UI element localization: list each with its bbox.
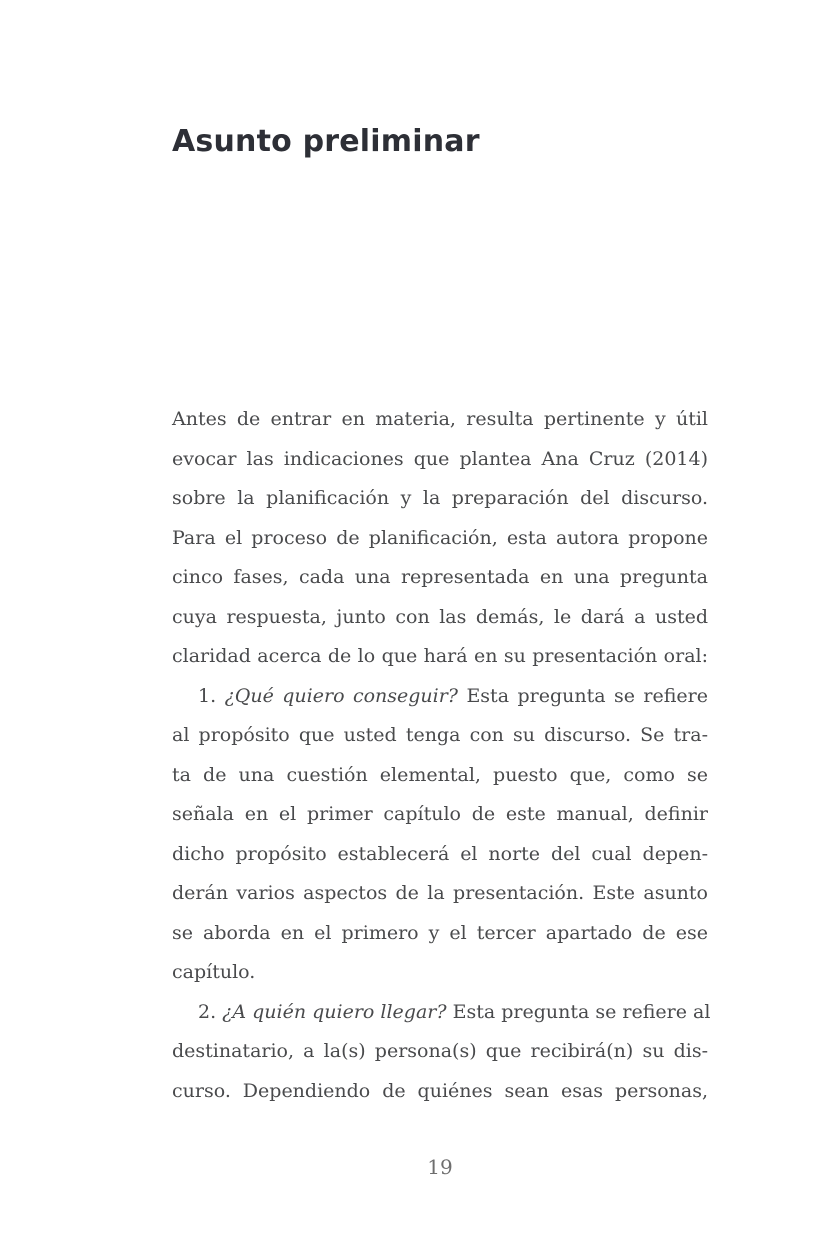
text-segment: destinatario, a la(s) persona(s) que recibirá(n) su dis- bbox=[172, 1040, 708, 1062]
text-segment: ta de una cuestión elemental, puesto que, como se bbox=[172, 763, 708, 786]
text-segment: 1. bbox=[198, 684, 225, 707]
body-line bbox=[172, 953, 708, 993]
body-line bbox=[172, 677, 708, 717]
body-line bbox=[172, 874, 708, 914]
body-text bbox=[172, 400, 711, 1111]
body-line bbox=[172, 400, 708, 440]
text-segment: Esta pregunta se refiere al bbox=[446, 1000, 711, 1023]
body-line bbox=[172, 716, 708, 756]
body-line bbox=[172, 440, 708, 480]
text-segment: se aborda en el primero y el tercer apartado de ese bbox=[172, 921, 708, 944]
italic-question-phrase: ¿A quién quiero llegar? bbox=[222, 1000, 447, 1023]
text-segment: 2. bbox=[198, 1000, 223, 1023]
text-segment: curso. Dependiendo de quiénes sean esas personas, bbox=[172, 1079, 708, 1102]
text-segment: Para el proceso de planificación, esta autora propone bbox=[172, 526, 708, 549]
body-line bbox=[172, 637, 708, 677]
body-line bbox=[172, 558, 708, 598]
body-line bbox=[172, 756, 708, 796]
text-segment: derán varios aspectos de la presentación. Este asunto bbox=[172, 882, 708, 904]
text-segment: dicho propósito establecerá el norte del cual depen- bbox=[172, 842, 708, 865]
italic-question-phrase: ¿Qué quiero conseguir? bbox=[224, 684, 458, 707]
text-segment: al propósito que usted tenga con su discurso. Se tra- bbox=[172, 724, 708, 746]
body-line bbox=[172, 914, 708, 954]
chapter-title: Asunto preliminar bbox=[172, 124, 480, 159]
text-segment: sobre la planificación y la preparación del discurso. bbox=[172, 487, 708, 509]
body-line bbox=[172, 1072, 708, 1112]
text-segment: claridad acerca de lo que hará en su presentación oral: bbox=[172, 645, 708, 667]
body-line bbox=[172, 1032, 708, 1072]
body-line bbox=[172, 479, 708, 519]
body-line bbox=[172, 993, 711, 1033]
body-line bbox=[172, 598, 708, 638]
text-segment: Antes de entrar en materia, resulta pertinente y útil bbox=[172, 408, 708, 430]
body-line bbox=[172, 835, 708, 875]
text-segment: cuya respuesta, junto con las demás, le dará a usted bbox=[172, 605, 708, 628]
text-segment: evocar las indicaciones que plantea Ana Cruz (2014) bbox=[172, 447, 708, 470]
text-segment: cinco fases, cada una representada en una pregunta bbox=[172, 566, 708, 588]
text-segment: capítulo. bbox=[172, 961, 256, 983]
text-segment: Esta pregunta se refiere bbox=[458, 684, 708, 707]
body-line bbox=[172, 519, 708, 559]
body-line bbox=[172, 795, 708, 835]
page-number: 19 bbox=[427, 1155, 453, 1179]
text-segment: señala en el primer capítulo de este manual, definir bbox=[172, 803, 708, 825]
